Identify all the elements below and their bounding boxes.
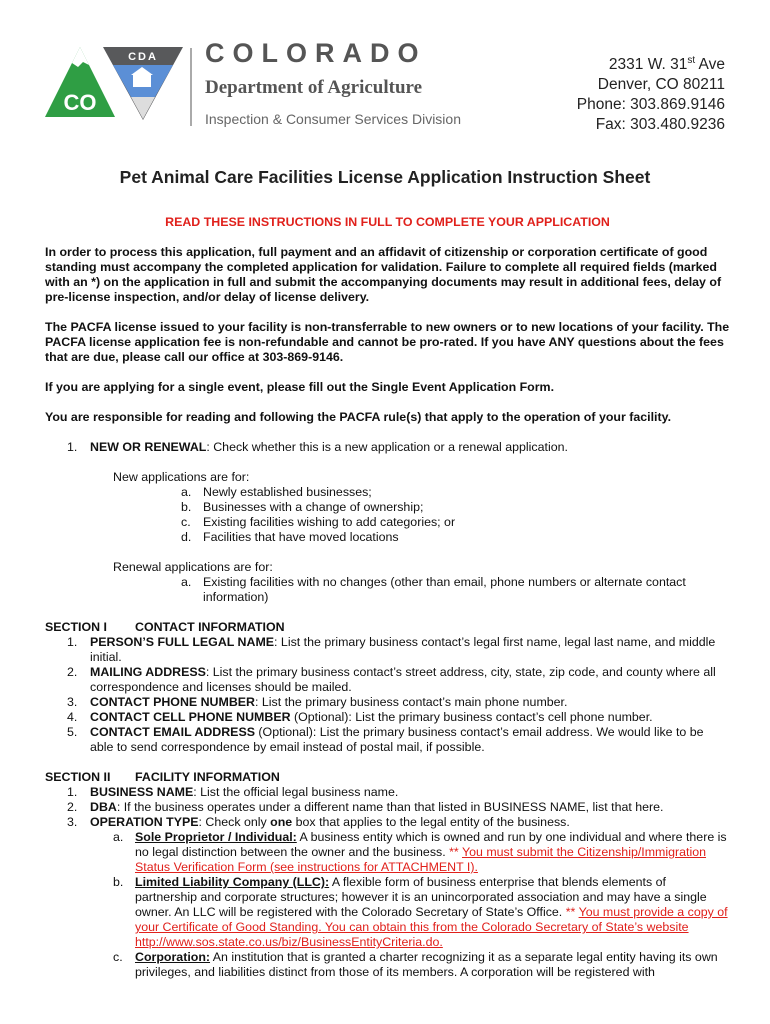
field-description: (Optional): List the primary business contact’s cell phone number. <box>290 710 653 724</box>
new-applications: New applications are for: a. Newly established businesses; b. Businesses with a change of ownership; c. Existing facilities wishing to add categories; or d. Facilities that have moved locations <box>45 470 730 545</box>
list-item <box>45 695 730 710</box>
list-number: 2. <box>67 665 78 679</box>
instructions-body <box>45 215 730 980</box>
list-number: 4. <box>67 710 78 724</box>
operation-type-name: Sole Proprietor / Individual: <box>135 830 297 844</box>
field-description: (Optional): List the primary business contact’s email address. We would like to be able to send correspondence by email instead of postal mail, if possible. <box>90 725 704 754</box>
list-marker: a. <box>113 830 124 844</box>
list-item <box>45 725 730 755</box>
list-item: 3. OPERATION TYPE: Check only one box that applies to the legal entity of the business. <box>67 815 570 829</box>
list-item <box>45 785 730 800</box>
field-description: : List the official legal business name. <box>193 785 399 799</box>
list-marker: b. <box>113 875 124 889</box>
address-block <box>577 51 725 135</box>
list-text: Newly established businesses; <box>203 485 372 499</box>
field-description: : If the business operates under a different name than that listed in BUSINESS NAME, list that here. <box>116 800 664 814</box>
list-number: 1. <box>67 785 78 799</box>
paragraph: You are responsible for reading and following the PACFA rule(s) that apply to the operation of your facility. <box>45 410 672 424</box>
section-1-heading: SECTION I CONTACT INFORMATION <box>45 620 285 634</box>
division-name: Inspection & Consumer Services Division <box>205 111 461 127</box>
svg-text:CDA: CDA <box>128 51 158 63</box>
operation-type-description: A business entity which is owned and run by one individual and where there is no legal distinction between the owner and the business. <box>135 830 727 859</box>
list-marker: b. <box>181 500 192 514</box>
section-2-heading: SECTION II FACILITY INFORMATION <box>45 770 280 784</box>
list-item <box>113 500 730 515</box>
operation-type-item <box>45 950 730 980</box>
field-description: : List the primary business contact’s legal first name, legal last name, and middle initial. <box>90 635 716 664</box>
list-marker: d. <box>181 530 192 544</box>
list-marker: c. <box>181 515 191 529</box>
list-text: Existing facilities wishing to add categories; or <box>203 515 456 529</box>
field-name: PERSON’S FULL LEGAL NAME <box>90 635 275 649</box>
list-item <box>45 665 730 695</box>
field-name: CONTACT PHONE NUMBER <box>90 695 255 709</box>
operation-type-description: An institution that is granted a charter recognizing it as a separate legal entity having its own privileges, and liabilities distinct from those of its members. A corporation will be registered with <box>135 950 718 979</box>
department-name: Department of Agriculture <box>205 77 423 98</box>
svg-text:CO: CO <box>63 90 97 115</box>
list-item <box>113 485 730 500</box>
list-number: 1. <box>67 635 78 649</box>
list-marker: a. <box>181 485 192 499</box>
field-description: : List the primary business contact’s main phone number. <box>254 695 568 709</box>
list-item <box>113 515 730 530</box>
phone: Phone: 303.869.9146 <box>576 96 725 114</box>
renewal-applications: Renewal applications are for: a. Existing facilities with no changes (other than email, phone numbers or alternate contact information) <box>45 560 730 605</box>
list-number: 5. <box>67 725 78 739</box>
list-marker: c. <box>113 950 123 964</box>
list-text: Businesses with a change of ownership; <box>203 500 424 514</box>
list-item <box>45 635 730 665</box>
list-item <box>45 800 730 815</box>
field-name: BUSINESS NAME <box>90 785 194 799</box>
warning-heading: READ THESE INSTRUCTIONS IN FULL TO COMPLETE YOUR APPLICATION <box>165 215 610 229</box>
required-document-note: You must submit the Citizenship/Immigration Status Verification Form (see instructions for ATTACHMENT I). <box>135 845 707 874</box>
field-name: MAILING ADDRESS <box>90 665 206 679</box>
list-number: 3. <box>67 695 78 709</box>
divider <box>190 48 192 126</box>
list-text: Facilities that have moved locations <box>203 530 399 544</box>
operation-type-name: Limited Liability Company (LLC): <box>135 875 330 889</box>
note-marker: ** <box>449 845 462 859</box>
paragraph: The PACFA license issued to your facility is non-transferrable to new owners or to new locations of your facility. The PACFA license application fee is non-refundable and cannot be pro-rated. If you have ANY questions about the fees that are due, please call our office at 303-869-9146. <box>45 320 730 364</box>
field-description: : List the primary business contact’s street address, city, state, zip code, and county where all correspondence and licenses should be mailed. <box>90 665 716 694</box>
fax: Fax: 303.480.9236 <box>595 116 725 134</box>
field-name: DBA <box>90 800 117 814</box>
note-marker: ** <box>565 905 579 919</box>
required-document-note: You must provide a copy of your Certificate of Good Standing. You can obtain this from the Colorado Secretary of State’s website http://www.sos.state.co.us/biz/BusinessEntityCriteria.do. <box>135 905 728 949</box>
operation-type-description: A flexible form of business enterprise that blends elements of partnership and corporate structures; however it is an unincorporated association and may have a single owner. An LLC will be registered with the Colorado Secretary of State’s Office. <box>135 875 707 919</box>
field-name: CONTACT CELL PHONE NUMBER <box>90 710 291 724</box>
list-item <box>113 575 730 605</box>
org-name: COLORADO <box>205 38 427 68</box>
city: Denver, CO 80211 <box>597 76 725 94</box>
list-marker: a. <box>181 575 192 589</box>
list-item <box>45 710 730 725</box>
item-new-or-renewal: 1. NEW OR RENEWAL: Check whether this is a new application or a renewal application. <box>67 440 568 454</box>
operation-type-item <box>45 830 730 875</box>
street: 2331 W. 31st Ave <box>608 55 725 74</box>
cda-logo <box>45 45 185 120</box>
list-text: Existing facilities with no changes (other than email, phone numbers or alternate contact information) <box>203 575 686 604</box>
paragraph: If you are applying for a single event, please fill out the Single Event Application Form. <box>45 380 555 394</box>
list-number: 2. <box>67 800 78 814</box>
letterhead <box>45 40 735 140</box>
operation-type-item <box>45 875 730 950</box>
operation-type-name: Corporation: <box>135 950 211 964</box>
field-name: CONTACT EMAIL ADDRESS <box>90 725 255 739</box>
paragraph: In order to process this application, full payment and an affidavit of citizenship or corporation certificate of good standing must accompany the completed application for validation. Failure to complete all required fields (marked with an *) on the application in full and submit the accompanying documents may result in additional fees, delay of pre-license inspection, and/or delay of license delivery. <box>45 245 722 304</box>
list-item <box>113 530 730 545</box>
page-title: Pet Animal Care Facilities License Application Instruction Sheet <box>119 167 651 187</box>
